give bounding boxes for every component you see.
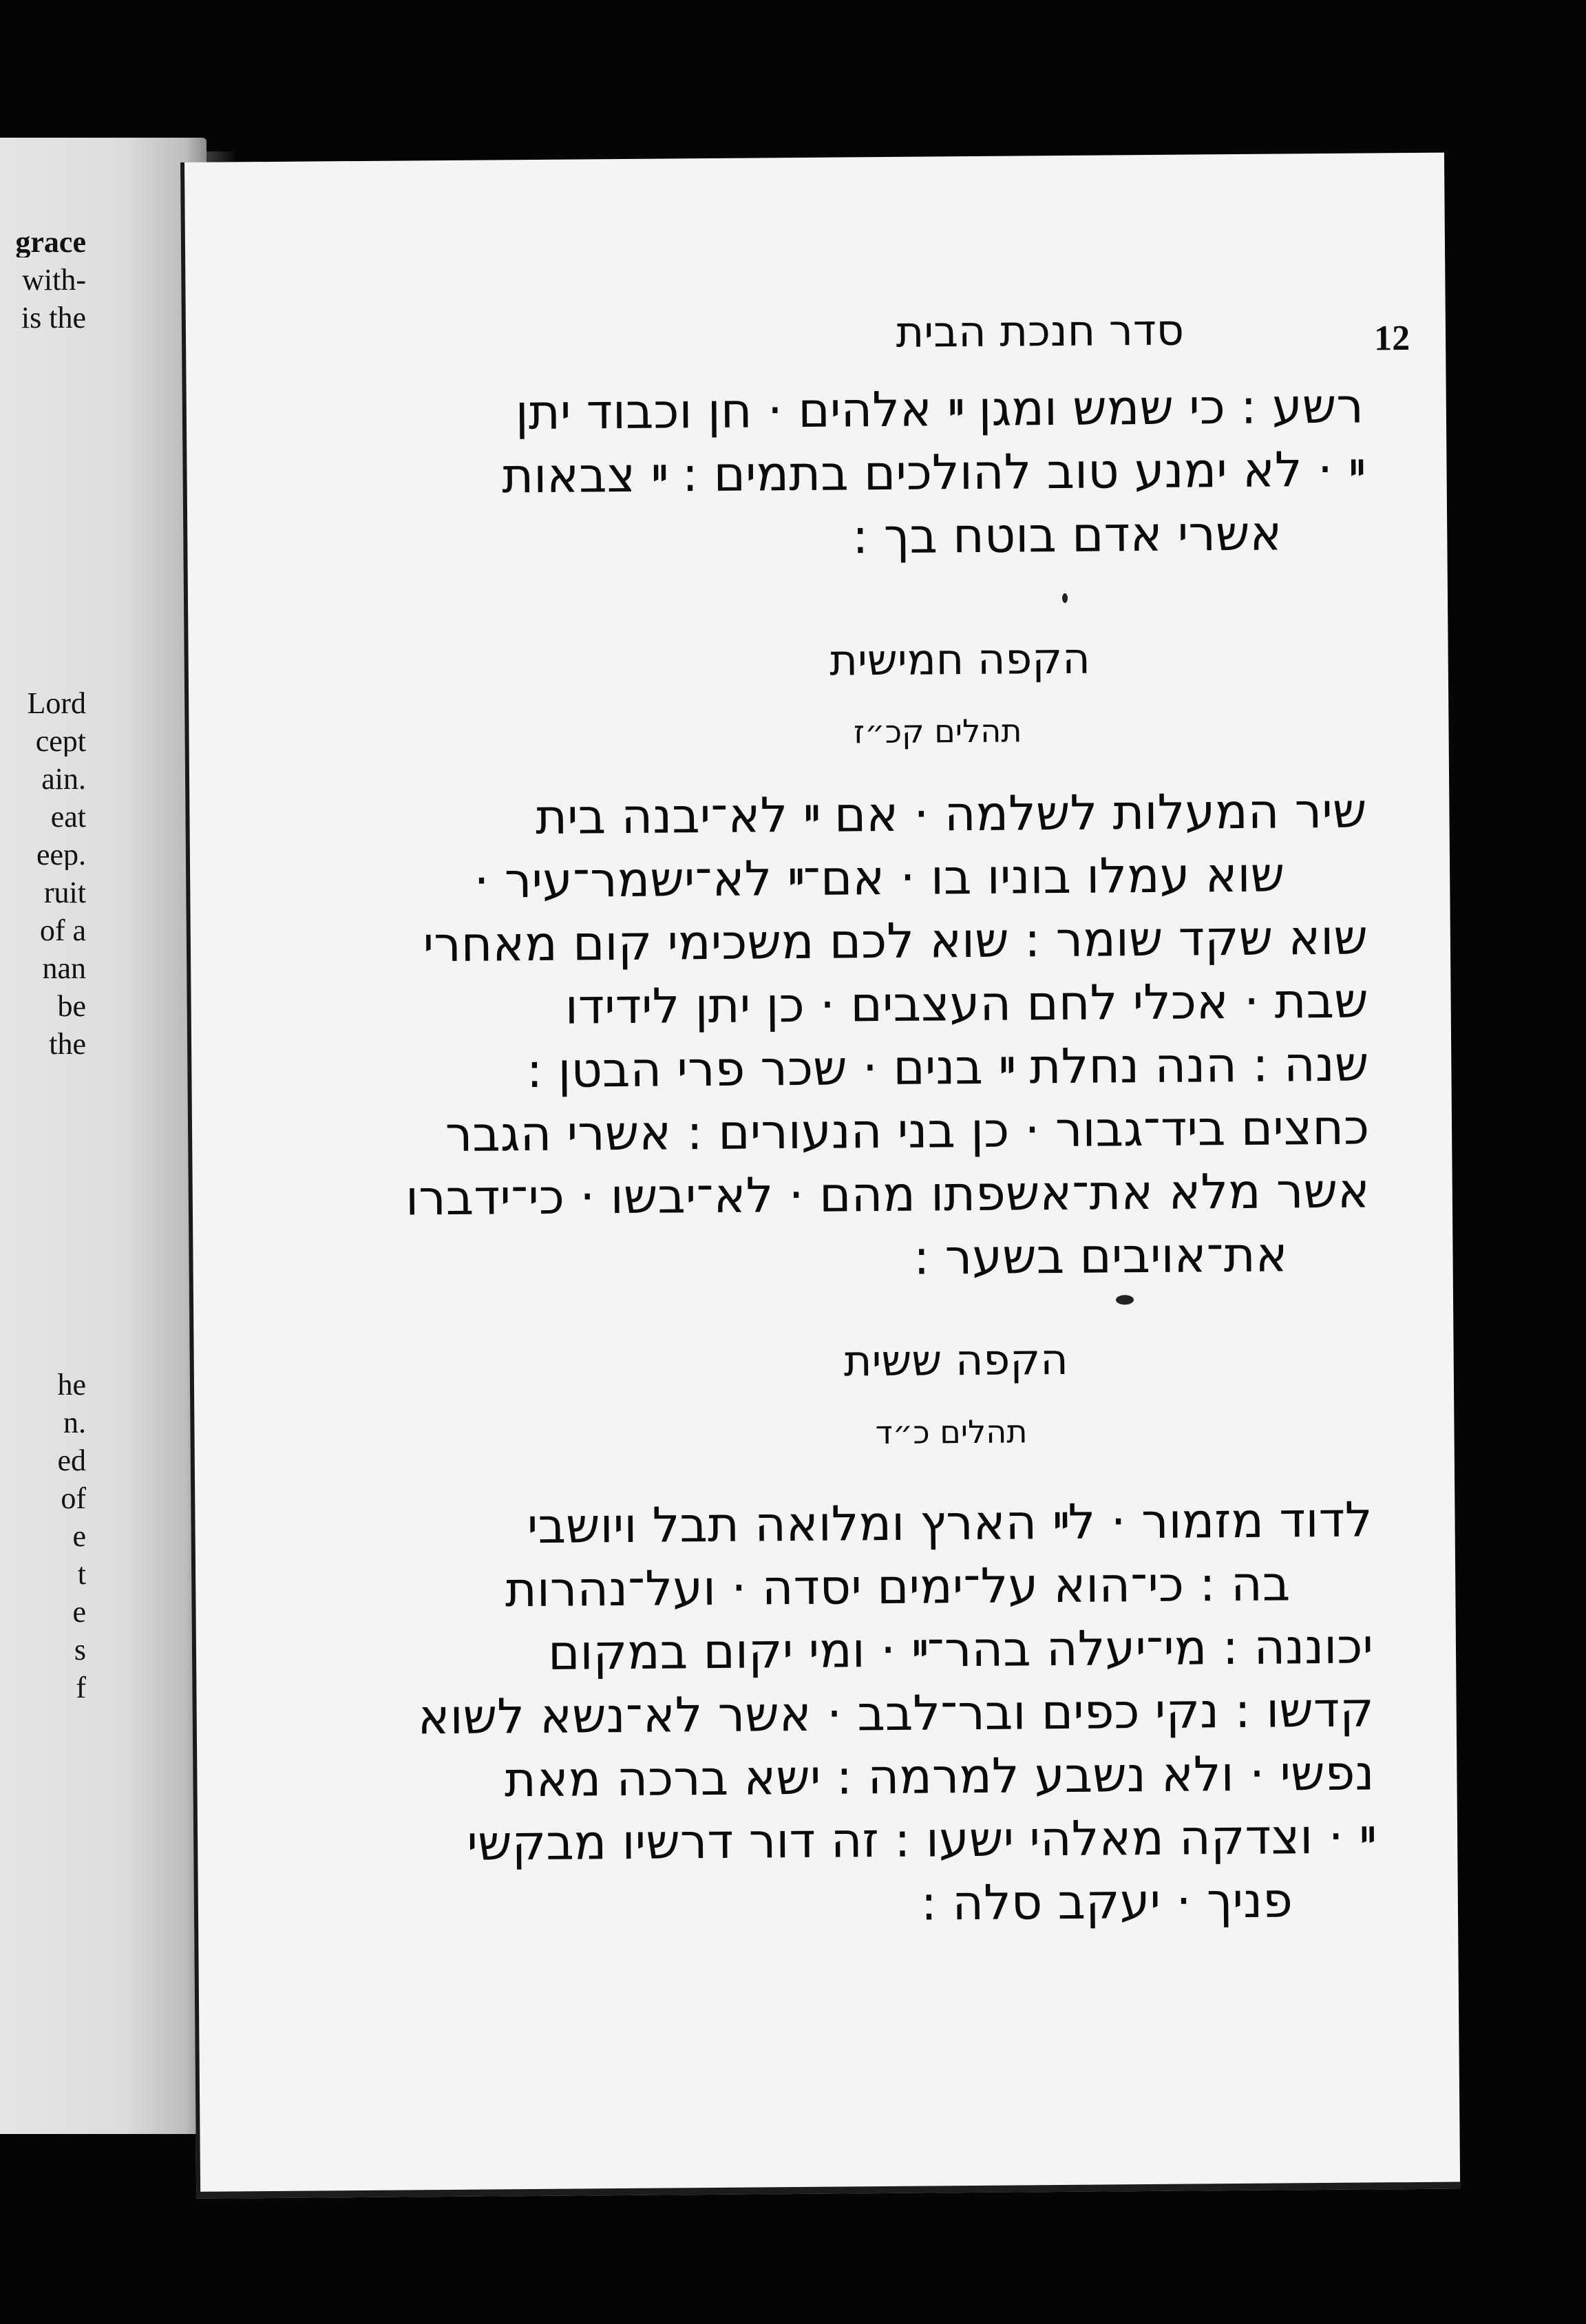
left-page-text-fragment: n.: [63, 1408, 86, 1438]
section5-line: שוא עמלו בוניו בו · אם־ײ לא־ישמר־עיר ·: [474, 846, 1285, 909]
left-page-text-fragment: grace: [15, 227, 86, 257]
section5-title: הקפה חמישית: [829, 633, 1090, 686]
left-page-text-fragment: ain.: [41, 764, 86, 794]
page-number: 12: [1373, 318, 1410, 359]
left-page-text-fragment: ed: [57, 1446, 86, 1476]
left-page-text-fragment: f: [76, 1673, 86, 1703]
left-page-text-fragment: Lord: [27, 688, 86, 719]
left-page-text-fragment: he: [57, 1370, 86, 1400]
left-page-text-fragment: cept: [35, 726, 86, 757]
dust-speck: [1116, 1295, 1134, 1304]
left-page-text-fragment: s: [74, 1635, 86, 1665]
right-page: [180, 153, 1460, 2199]
left-page-text-fragment: eep.: [36, 840, 86, 870]
left-page-text-fragment: t: [77, 1559, 86, 1589]
section6-line: לדוד מזמור · לײ הארץ ומלואה תבל ויושבי: [527, 1491, 1373, 1555]
section5-line: שיר המעלות לשלמה · אם ײ לא־יבנה בית: [535, 782, 1367, 845]
section6-line: בה : כי־הוא על־ימים יסדה · ועל־נהרות: [505, 1555, 1291, 1618]
section6-line: פניך · יעקב סלה :: [920, 1872, 1293, 1932]
section5-line: שוא שקד שומר : שוא לכם משכימי קום מאחרי: [423, 909, 1368, 973]
left-page-text-fragment: of: [61, 1483, 86, 1514]
section6-line: קדשו : נקי כפים ובר־לבב · אשר לא־נשא לשוא: [417, 1681, 1375, 1746]
section5-subtitle: תהלים קכ״ז: [853, 712, 1022, 751]
left-page-text-fragment: the: [49, 1029, 86, 1059]
left-page: [0, 138, 207, 2134]
section6-subtitle: תהלים כ״ד: [875, 1413, 1028, 1452]
section5-line: אשר מלא את־אשפתו מהם · לא־יבשו · כי־ידברו: [405, 1162, 1371, 1227]
block1-line: ײ · לא ימנע טוב להולכים בתמים : ײ צבאות: [501, 441, 1364, 505]
left-page-text-fragment: eat: [50, 802, 86, 832]
block1-line: רשע : כי שמש ומגן ײ אלהים · חן וכבוד יתן: [515, 377, 1364, 441]
section6-title: הקפה ששית: [843, 1333, 1068, 1386]
left-page-text-fragment: be: [57, 991, 86, 1022]
section5-line: את־אויבים בשער :: [913, 1226, 1288, 1286]
section5-line: שנה : הנה נחלת ײ בנים · שכר פרי הבטן :: [526, 1035, 1369, 1099]
section6-line: יכוננה : מי־יעלה בהר־ײ · ומי יקום במקום: [547, 1618, 1374, 1681]
left-page-text-fragment: with-: [22, 265, 86, 295]
left-page-text-fragment: of a: [39, 916, 86, 946]
left-page-text-fragment: e: [72, 1521, 86, 1552]
dust-speck: [1062, 593, 1068, 603]
left-page-text-fragment: e: [72, 1597, 86, 1627]
section6-line: ײ · וצדקה מאלהי ישעו : זה דור דרשיו מבקשי: [467, 1808, 1375, 1872]
left-page-text-fragment: ruit: [43, 878, 86, 908]
section6-line: נפשי · ולא נשבע למרמה : ישא ברכה מאת: [504, 1744, 1375, 1808]
section5-line: כחצים ביד־גבור · כן בני הנעורים : אשרי הגבר: [445, 1099, 1370, 1163]
running-header: סדר חנכת הבית: [896, 304, 1185, 357]
left-page-text-fragment: nan: [42, 953, 86, 984]
section5-line: שבת · אכלי לחם העצבים · כן יתן לידידו: [564, 972, 1368, 1035]
left-page-text-fragment: is the: [21, 303, 86, 333]
block1-line: אשרי אדם בוטח בך :: [852, 505, 1282, 565]
